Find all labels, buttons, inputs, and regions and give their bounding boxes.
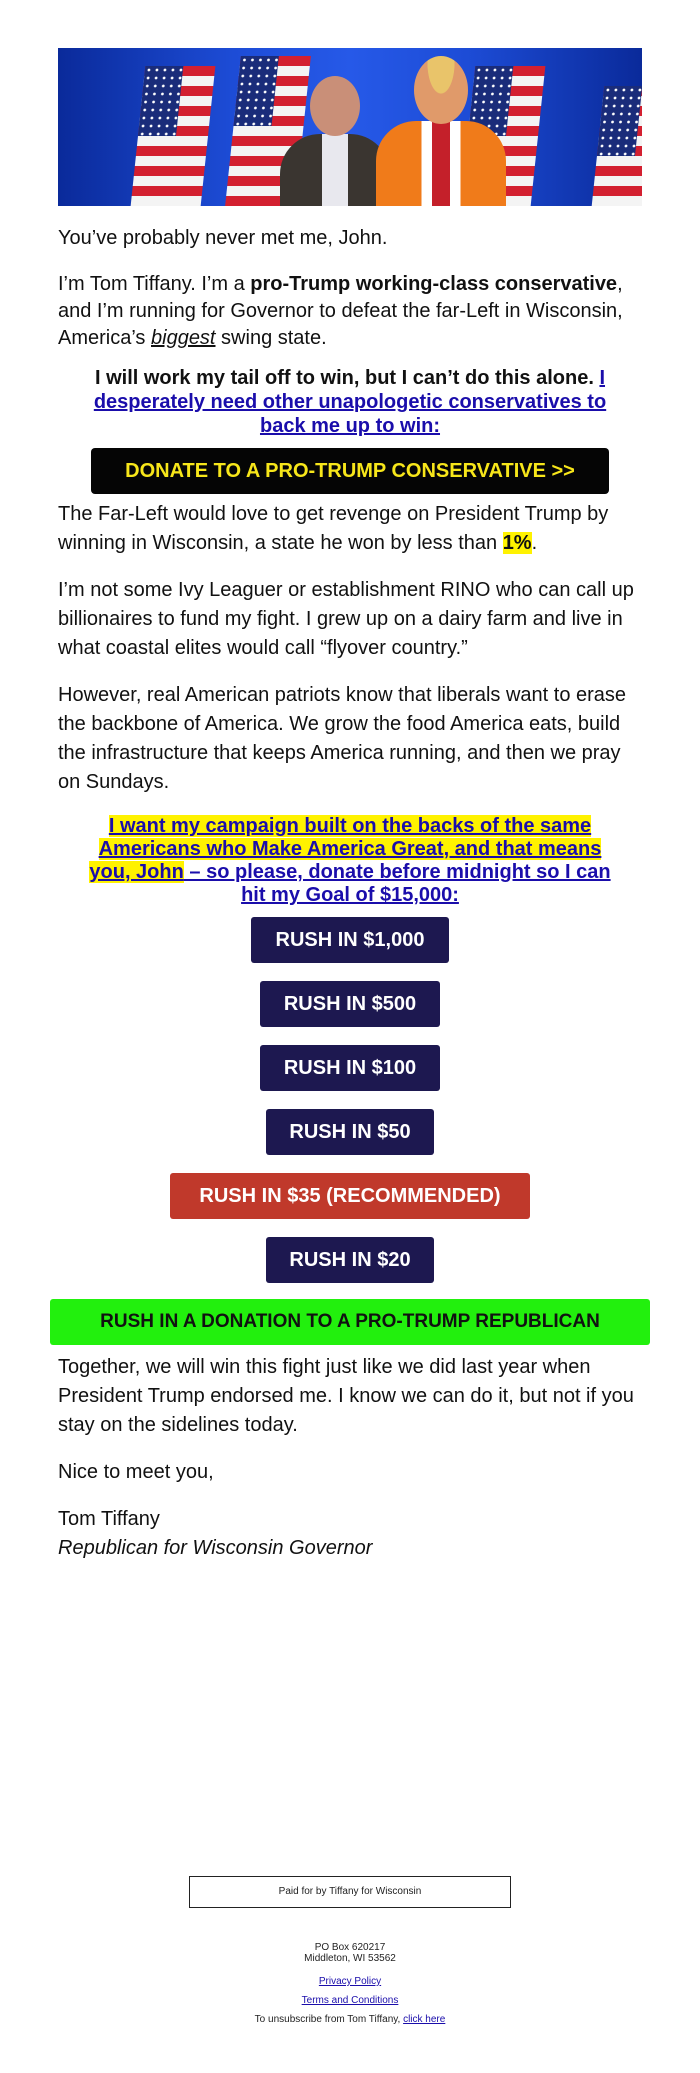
farleft-paragraph bbox=[58, 500, 642, 558]
campaign-link-paragraph bbox=[78, 815, 622, 907]
farleft-end: . bbox=[531, 532, 538, 554]
together-paragraph: Together, we will win this fight just like we did last year when President Trump endorsed me. I know we can do it, but not if you stay on the sidelines today. bbox=[58, 1356, 634, 1436]
rush-1000-button[interactable]: RUSH IN $1,000 bbox=[251, 917, 449, 963]
appeal-bold: I will work my tail off to win, but I can’t do this alone. bbox=[94, 367, 600, 389]
terms-link[interactable]: Terms and Conditions bbox=[301, 1995, 399, 2006]
address-line-1: PO Box 620217 bbox=[314, 1942, 386, 1953]
person-trump bbox=[376, 56, 506, 206]
appeal-paragraph bbox=[78, 366, 622, 438]
american-flag-far-right bbox=[592, 86, 642, 206]
footer bbox=[0, 1876, 700, 2025]
signature-name: Tom Tiffany bbox=[58, 1508, 160, 1530]
signature-title-text: Republican for Wisconsin Governor bbox=[58, 1537, 373, 1559]
rush-35-recommended-button[interactable]: RUSH IN $35 (RECOMMENDED) bbox=[170, 1173, 530, 1219]
greeting: You’ve probably never met me, John. bbox=[58, 227, 388, 249]
email-body bbox=[58, 48, 642, 1563]
donate-button[interactable]: DONATE TO A PRO-TRUMP CONSERVATIVE >> bbox=[91, 448, 609, 494]
signoff: Nice to meet you, bbox=[58, 1461, 214, 1483]
intro-text-1: I’m Tom Tiffany. I’m a bbox=[58, 273, 251, 295]
appeal-link[interactable]: I desperately need other unapologetic conservatives to back me up to win: bbox=[93, 367, 607, 437]
address-line-2: Middleton, WI 53562 bbox=[304, 1953, 396, 1964]
rush-500-button[interactable]: RUSH IN $500 bbox=[260, 981, 440, 1027]
farleft-text: The Far-Left would love to get revenge on President Trump by winning in Wisconsin, a state he won by less than bbox=[58, 503, 609, 554]
rush-donation-green-button[interactable]: RUSH IN A DONATION TO A PRO-TRUMP REPUBLICAN bbox=[50, 1299, 650, 1345]
rush-100-button[interactable]: RUSH IN $100 bbox=[260, 1045, 440, 1091]
signature-title bbox=[58, 1534, 642, 1563]
unsubscribe-link[interactable]: click here bbox=[403, 2014, 446, 2025]
unsubscribe-text: To unsubscribe from Tom Tiffany, bbox=[254, 2014, 404, 2025]
rush-50-button[interactable]: RUSH IN $50 bbox=[266, 1109, 434, 1155]
intro-bold: pro-Trump working-class conservative bbox=[250, 273, 618, 295]
paid-for-box: Paid for by Tiffany for Wisconsin bbox=[189, 1876, 511, 1908]
privacy-policy-link[interactable]: Privacy Policy bbox=[318, 1976, 382, 1987]
rush-20-button[interactable]: RUSH IN $20 bbox=[266, 1237, 434, 1283]
ivy-paragraph: I’m not some Ivy Leaguer or establishment RINO who can call up billionaires to fund my fight. I grew up on a dairy farm and live in what coastal elites would call “flyover country.” bbox=[58, 579, 634, 659]
campaign-link-highlighted[interactable]: I want my campaign built on the backs of the same Americans who Make America Great, and that means you, John bbox=[89, 815, 602, 883]
farleft-highlight: 1% bbox=[502, 532, 532, 554]
american-flag-left bbox=[131, 66, 216, 206]
intro-text-3: swing state. bbox=[215, 327, 327, 349]
intro-paragraph bbox=[58, 271, 642, 352]
unsubscribe-line bbox=[0, 2014, 700, 2025]
intro-text-2: , and I’m running for Governor to defeat the far-Left in Wisconsin, America’s bbox=[58, 273, 623, 349]
campaign-link-rest[interactable]: – so please, donate before midnight so I can hit my Goal of $15,000: bbox=[183, 861, 611, 906]
patriots-paragraph: However, real American patriots know that liberals want to erase the backbone of America. We grow the food America eats, build the infrastructure that keeps America running, and then we pray on Sundays. bbox=[58, 684, 627, 793]
hero-photo bbox=[58, 48, 642, 206]
intro-italic: biggest bbox=[151, 327, 216, 349]
person-tiffany bbox=[280, 76, 390, 206]
